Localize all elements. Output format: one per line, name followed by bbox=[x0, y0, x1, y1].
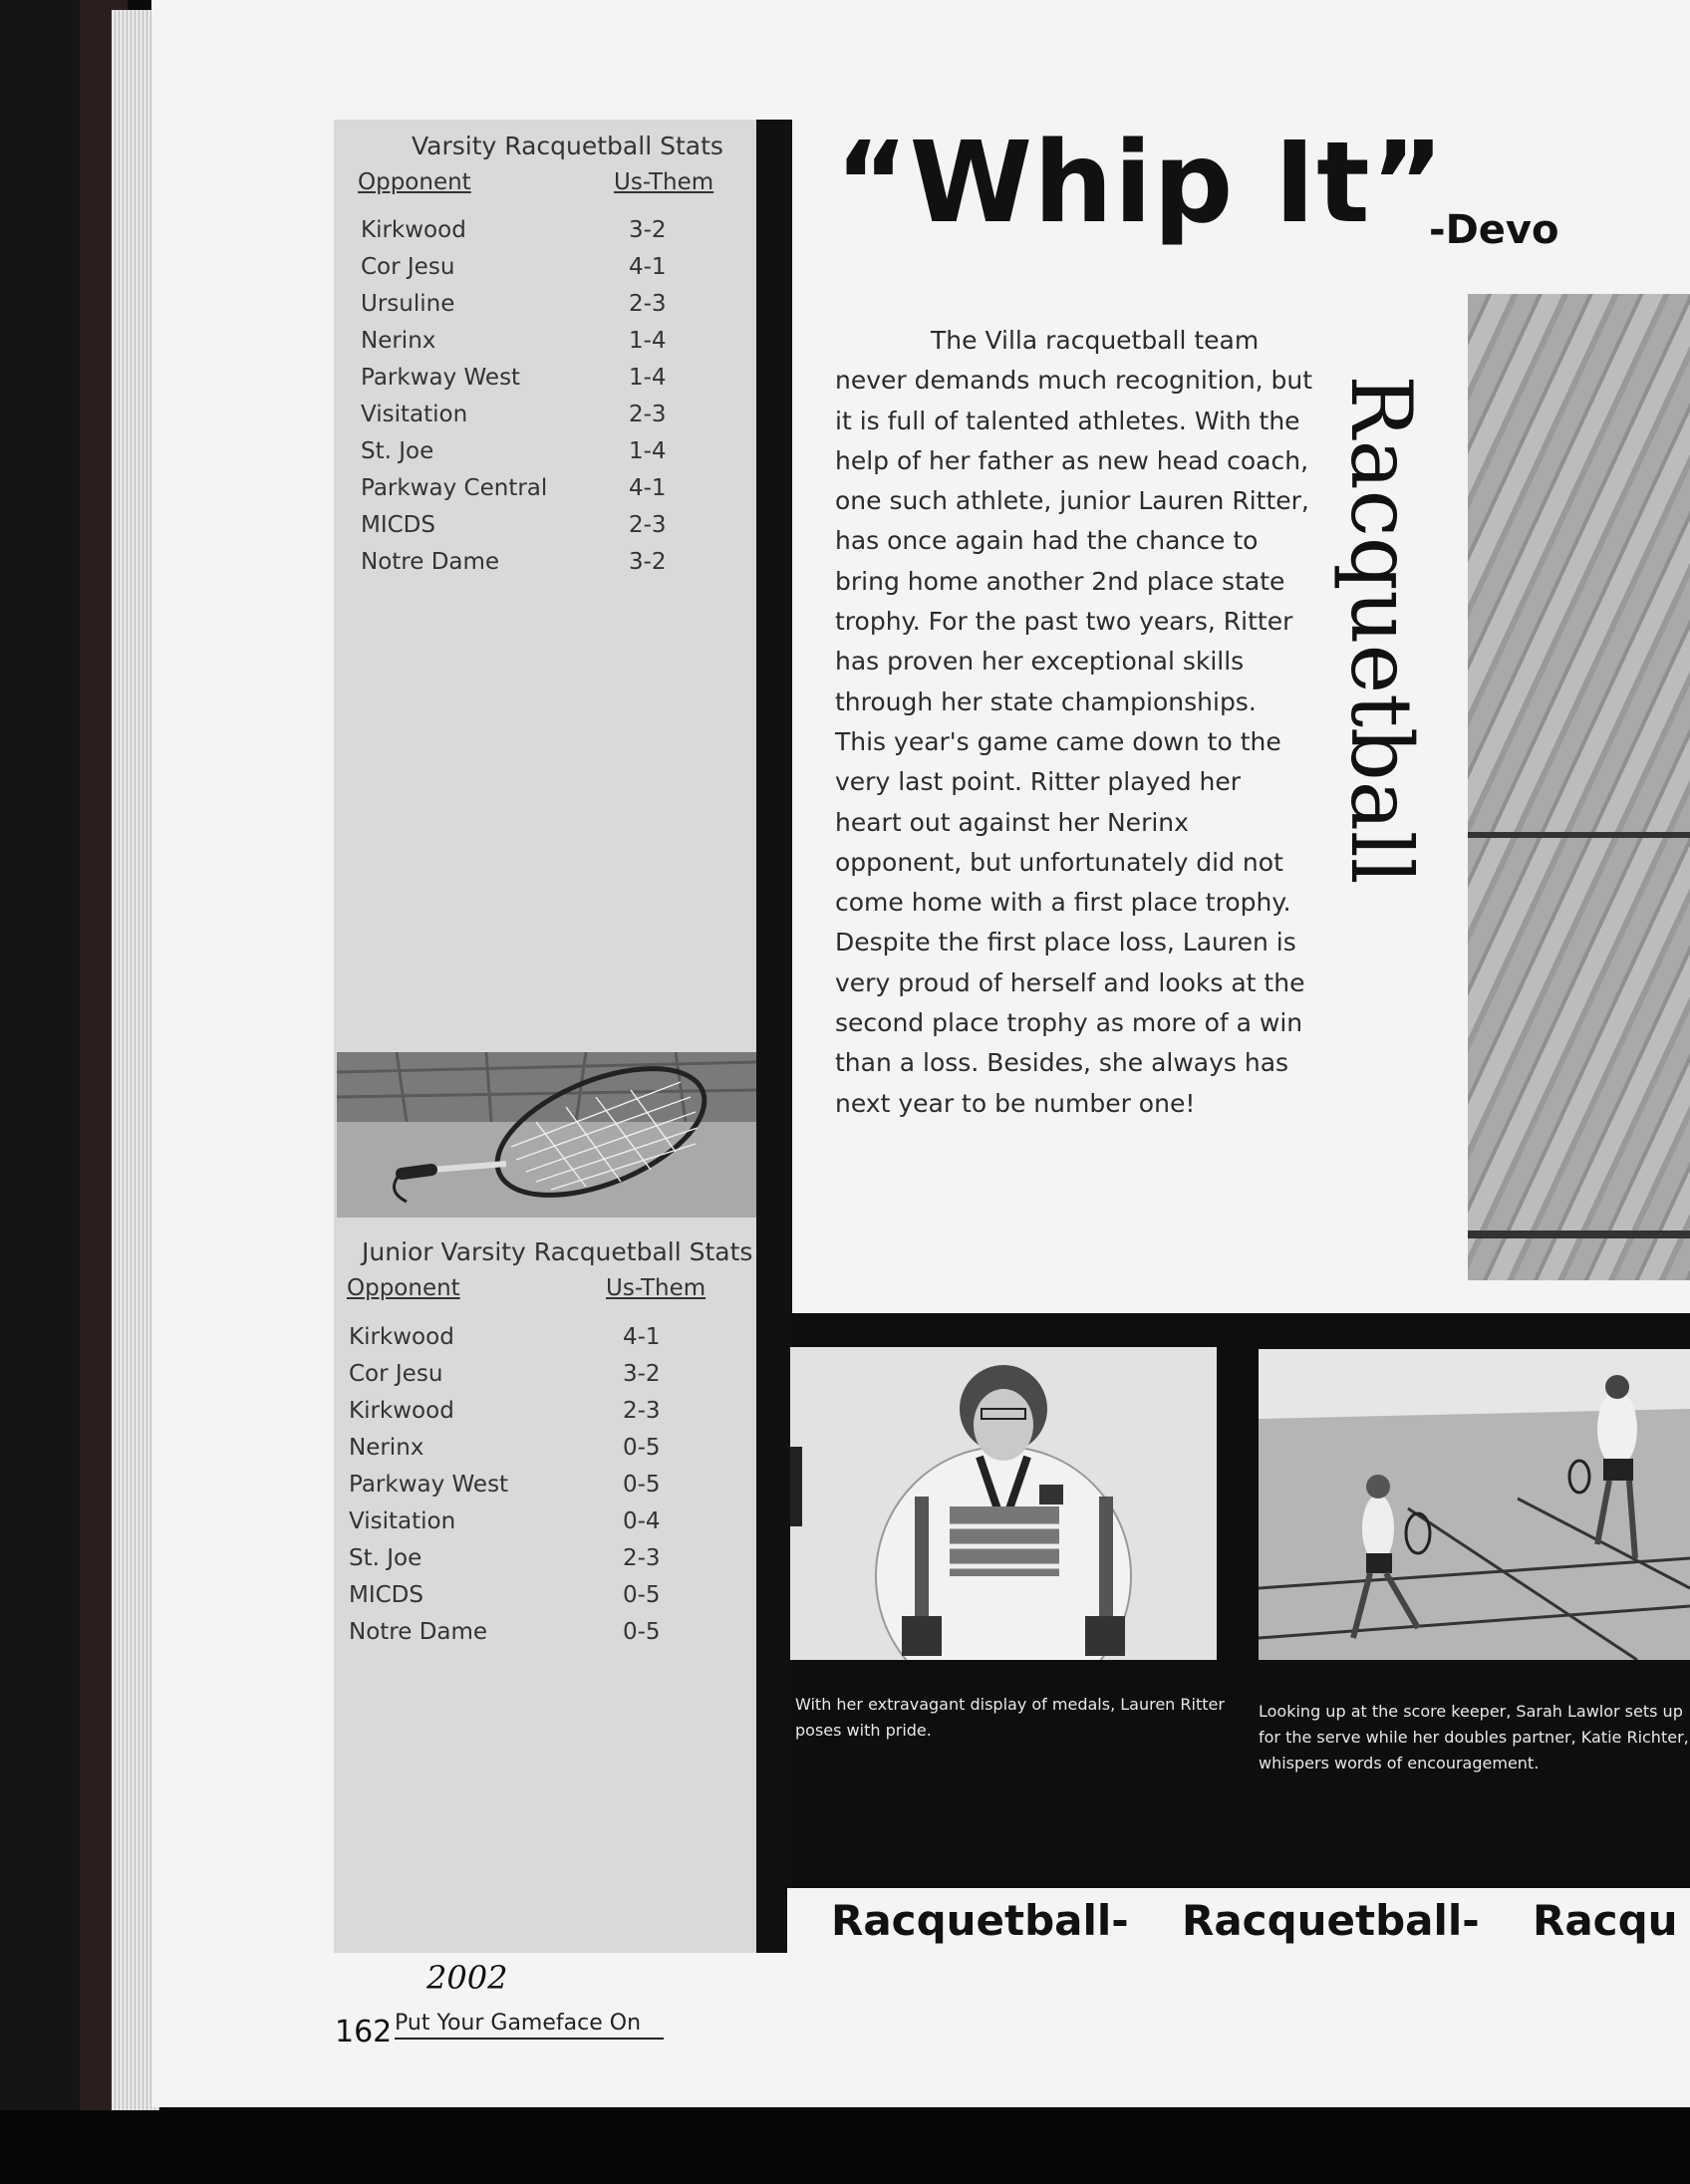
score-cell: 1-4 bbox=[629, 328, 667, 354]
stats-panel bbox=[334, 120, 760, 1953]
score-cell: 1-4 bbox=[629, 365, 667, 391]
table-row bbox=[361, 291, 739, 328]
score-cell: 4-1 bbox=[629, 475, 667, 501]
table-row bbox=[349, 1398, 737, 1435]
opponent-cell: Parkway West bbox=[349, 1472, 509, 1498]
table-row bbox=[361, 328, 739, 365]
opponent-cell: St. Joe bbox=[361, 438, 434, 464]
varsity-score-header: Us-Them bbox=[614, 169, 714, 195]
court-line bbox=[1468, 1230, 1690, 1238]
vertical-section-title bbox=[1321, 361, 1441, 899]
score-cell: 0-5 bbox=[623, 1435, 661, 1461]
opponent-cell: Kirkwood bbox=[349, 1324, 454, 1350]
score-cell: 0-5 bbox=[623, 1582, 661, 1608]
strip-word: Racquetball- bbox=[831, 1896, 1129, 1945]
table-row bbox=[361, 549, 739, 586]
score-cell: 2-3 bbox=[623, 1398, 661, 1424]
opponent-cell: MICDS bbox=[349, 1582, 423, 1608]
trophy-photo bbox=[790, 1347, 1217, 1660]
varsity-opponent-header: Opponent bbox=[358, 169, 471, 195]
strip-word: Racquetball- bbox=[1182, 1896, 1480, 1945]
opponent-cell: St. Joe bbox=[349, 1545, 422, 1571]
table-row bbox=[361, 217, 739, 254]
vertical-divider bbox=[756, 120, 792, 1953]
score-cell: 1-4 bbox=[629, 438, 667, 464]
varsity-stats-title: Varsity Racquetball Stats bbox=[412, 132, 723, 160]
score-cell: 0-4 bbox=[623, 1508, 661, 1534]
score-cell: 3-2 bbox=[629, 549, 667, 575]
article-text: The Villa racquetball team never demands much recognition, but it is full of talented athletes. With the help of her father as new head coach, one such athlete, junior Lauren Ritter, has once again had the chance to bring home another 2nd place state trophy. For the past two years, Ritter has proven her exceptional skills through her state championships. This year's game came down to the very last point. Ritter played her heart out against her Nerinx opponent, but unfortunately did not come home with a first place trophy. Despite the first place loss, Lauren is very proud of herself and looks at the second place trophy as more of a win than a loss. Besides, she always has next year to be number one! bbox=[835, 326, 1313, 1118]
scan-bottom-edge bbox=[0, 2110, 1690, 2184]
score-cell: 0-5 bbox=[623, 1619, 661, 1645]
title-credit: -Devo bbox=[1429, 207, 1559, 253]
footer-section-title: Put Your Gameface On bbox=[395, 2011, 664, 2040]
racquet-photo bbox=[337, 1052, 756, 1218]
page-number: 162 bbox=[335, 2015, 393, 2049]
score-cell: 4-1 bbox=[629, 254, 667, 280]
court-line bbox=[1468, 832, 1690, 838]
score-cell: 3-2 bbox=[623, 1361, 661, 1387]
court-photo-caption: Looking up at the score keeper, Sarah Lawlor sets up for the serve while her doubles partner, Katie Richter, whispers words of encouragement. bbox=[1259, 1702, 1689, 1773]
opponent-cell: Cor Jesu bbox=[349, 1361, 443, 1387]
handwritten-year: 2002 bbox=[426, 1959, 508, 1997]
repeating-title-strip bbox=[787, 1888, 1690, 1953]
score-cell: 2-3 bbox=[629, 291, 667, 317]
opponent-cell: Parkway Central bbox=[361, 475, 548, 501]
opponent-cell: Parkway West bbox=[361, 365, 521, 391]
table-row bbox=[349, 1361, 737, 1398]
score-cell: 3-2 bbox=[629, 217, 667, 243]
trophy-photo-caption: With her extravagant display of medals, Lauren Ritter poses with pride. bbox=[795, 1695, 1225, 1740]
score-cell: 0-5 bbox=[623, 1472, 661, 1498]
doubles-court-photo bbox=[1259, 1349, 1690, 1660]
score-cell: 2-3 bbox=[629, 512, 667, 538]
table-row bbox=[361, 438, 739, 475]
score-cell: 2-3 bbox=[623, 1545, 661, 1571]
opponent-cell: Notre Dame bbox=[361, 549, 500, 575]
opponent-cell: Notre Dame bbox=[349, 1619, 488, 1645]
table-row bbox=[349, 1472, 737, 1508]
table-row bbox=[349, 1435, 737, 1472]
opponent-cell: Nerinx bbox=[361, 328, 436, 354]
opponent-cell: Visitation bbox=[349, 1508, 456, 1534]
table-row bbox=[349, 1545, 737, 1582]
page-title: “Whip It” bbox=[835, 119, 1446, 248]
table-row bbox=[349, 1508, 737, 1545]
article-body bbox=[835, 321, 1313, 1124]
opponent-cell: Cor Jesu bbox=[361, 254, 455, 280]
opponent-cell: Kirkwood bbox=[361, 217, 466, 243]
table-row bbox=[349, 1619, 737, 1656]
book-left-edge bbox=[0, 0, 80, 2184]
court-floor-photo bbox=[1468, 294, 1690, 1280]
strip-word: Racqu bbox=[1533, 1896, 1678, 1945]
score-cell: 2-3 bbox=[629, 402, 667, 427]
opponent-cell: Kirkwood bbox=[349, 1398, 454, 1424]
jv-stats-title: Junior Varsity Racquetball Stats bbox=[362, 1237, 753, 1266]
table-row bbox=[349, 1582, 737, 1619]
table-row bbox=[361, 254, 739, 291]
opponent-cell: MICDS bbox=[361, 512, 435, 538]
score-cell: 4-1 bbox=[623, 1324, 661, 1350]
table-row bbox=[349, 1324, 737, 1361]
opponent-cell: Nerinx bbox=[349, 1435, 424, 1461]
opponent-cell: Visitation bbox=[361, 402, 468, 427]
table-row bbox=[361, 365, 739, 402]
table-row bbox=[361, 475, 739, 512]
table-row bbox=[361, 512, 739, 549]
opponent-cell: Ursuline bbox=[361, 291, 455, 317]
table-row bbox=[361, 402, 739, 438]
jv-score-header: Us-Them bbox=[606, 1275, 706, 1301]
vertical-title-text: Racquetball bbox=[1332, 375, 1430, 885]
jv-opponent-header: Opponent bbox=[347, 1275, 460, 1301]
